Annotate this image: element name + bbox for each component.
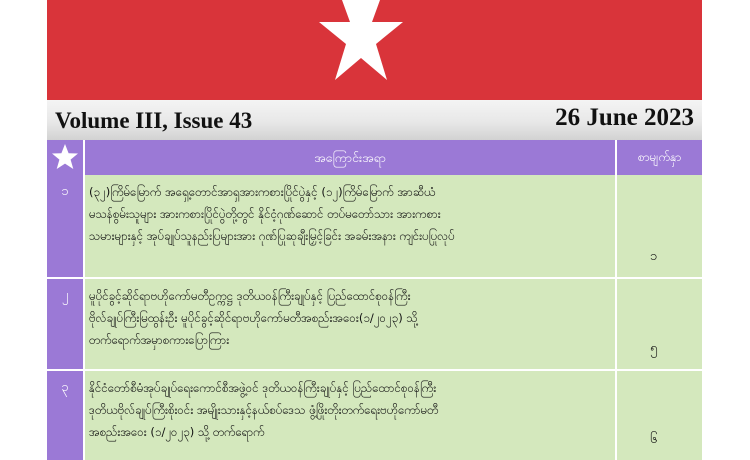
- row-page-cell: [617, 371, 702, 460]
- row-page: ၅: [650, 341, 658, 356]
- toc-row[interactable]: [47, 175, 702, 277]
- row-page: ၁: [650, 249, 658, 264]
- toc-row[interactable]: [47, 371, 702, 460]
- row-topic-line: နိုင်ငံတော်စီမံအုပ်ချုပ်ရေးကောင်စီအဖွဲ့ဝင် ဒုတိယဝန်ကြီးချုပ်နှင့် ပြည်ထောင်စုဝန်ကြီး: [89, 381, 437, 395]
- toc-header: [47, 140, 702, 175]
- issue-bar: [47, 100, 702, 140]
- row-page-cell: [617, 175, 702, 277]
- row-topic: [85, 279, 615, 369]
- header-topic: အကြောင်းအရာ: [85, 140, 615, 175]
- row-topic-line: မူပိုင်ခွင့်ဆိုင်ရာဗဟိုကော်မတီဥက္ကဋ္ဌ ဒုတိယဝန်ကြီးချုပ်နှင့် ပြည်ထောင်စုဝန်ကြီး: [89, 289, 411, 303]
- row-topic: [85, 175, 615, 277]
- volume-issue: Volume III, Issue 43: [55, 108, 253, 133]
- star-logo-icon: [47, 0, 702, 100]
- row-topic-line: မသန်စွမ်းသူများ အားကစားပြိုင်ပွဲတို့တွင် နိုင်ငံ့ဂုဏ်ဆောင် တပ်မတော်သား အားကစား: [89, 207, 441, 221]
- header-page: စာမျက်နှာ: [617, 140, 702, 175]
- row-page-cell: [617, 279, 702, 369]
- row-topic-line: ဒုတိယဗိုလ်ချုပ်ကြီးစိုးဝင်း အမျိုးသားနှင့်နယ်စပ်ဒေသ ဖွံ့ဖြိုးတိုးတက်ရေးဗဟိုကော်မတီ: [89, 403, 439, 417]
- row-topic-line: သမားများနှင့် အုပ်ချုပ်သူနည်းပြများအား ဂုဏ်ပြုဆုချီးမြှင့်ခြင်း အခမ်းအနား ကျင်းပပြုလုပ်: [89, 229, 455, 243]
- header-number-cell: [47, 140, 83, 175]
- header-banner: [47, 0, 702, 100]
- row-page: ၆: [650, 432, 658, 447]
- row-topic: [85, 371, 615, 460]
- toc-row[interactable]: [47, 279, 702, 369]
- row-topic-line: တက်ရောက်အမှာစကားပြောကြား: [89, 333, 230, 347]
- row-topic-line: (၃၂)ကြိမ်မြောက် အရှေ့တောင်အာရှအားကစားပြိုင်ပွဲနှင့် (၁၂)ကြိမ်မြောက် အာဆီယံ: [89, 185, 436, 199]
- star-icon: [51, 143, 79, 171]
- row-topic-line: ဗိုလ်ချုပ်ကြီးမြထွန်းဦး မူပိုင်ခွင့်ဆိုင်ရာဗဟိုကော်မတီအစည်းအဝေး(၁/၂၀၂၃) သို့: [89, 311, 418, 325]
- row-number: ၃: [47, 371, 83, 460]
- row-number: ၂: [47, 279, 83, 369]
- row-number: ၁: [47, 175, 83, 277]
- row-topic-line: အစည်းအဝေး (၁/၂၀၂၃) သို့ တက်ရောက်: [89, 425, 265, 439]
- issue-date: 26 June 2023: [555, 104, 694, 131]
